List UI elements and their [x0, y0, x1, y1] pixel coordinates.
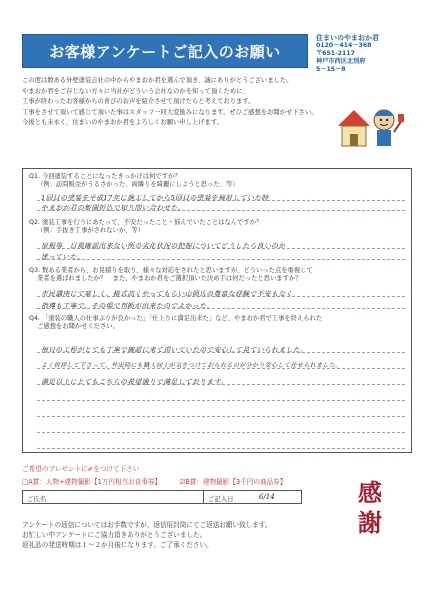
intro-line: 工事が終わったお客様からの喜びのお声を紹介させて頂けたらと考えております。	[22, 98, 255, 105]
answer-line	[37, 407, 405, 417]
intro-line: この度は数ある外壁塗装会社の中からやまおか君を選んで頂き、誠にありがとうございました。	[22, 77, 293, 84]
answer-line	[37, 391, 405, 401]
thanks-calligraphy	[340, 478, 400, 538]
thanks-char-2: 謝	[358, 508, 382, 537]
answer-4-line-3: 満足以上にとてもこちらの希望通りで満足しております。	[41, 378, 228, 386]
answer-line	[37, 250, 405, 260]
mascot-illustration	[332, 98, 406, 152]
option-a-checkbox[interactable]: □A賞：人物+建物撮影【1万円相当お食事券】	[22, 478, 162, 486]
footer-line: アンケートの返信についてはお手数ですが、返信用封筒にてご返送お願い致します。	[22, 521, 272, 529]
present-instruction: ご希望のプレゼントに✔をつけて下さい	[22, 465, 140, 473]
thanks-char-1: 感	[358, 478, 382, 507]
title-banner	[22, 34, 308, 68]
answer-3-line-1: 市民講座にて楽しく、格式高くやってもらい山岡氏の豊富な経験で不安もなく	[41, 290, 293, 298]
question-3-cont: 業者を選ばれましたか？ また、やまおか君をご選択頂いた決め手は何だったと思いますか？	[37, 275, 302, 282]
form-divider	[203, 491, 204, 503]
intro-line: 工事をさせて頂いて感じて頂いた事はスタッフ一同大変励みになります。ぜひご感想をお聞かせ下さい。	[22, 108, 318, 116]
answer-1-line-2: やまおか君の新聞折込で知り問い合わせた。	[41, 204, 185, 212]
name-date-form	[22, 490, 302, 504]
company-address-2: 5－15－8	[316, 66, 346, 73]
company-postal: 〒651-2117	[316, 50, 355, 57]
footer-line: 返礼品の発送時期は１～２か月後になります。ご了承ください。	[22, 541, 213, 549]
footer-notes	[22, 520, 322, 550]
company-address-1: 神戸市西区北別府	[316, 58, 366, 65]
question-1-hint: （例：訪問販売がうるさかった、両隣りを綺麗にしようと思った、等）	[37, 181, 239, 188]
answer-line	[37, 423, 405, 433]
intro-line: やまおか君をご存じない方々に当社がどういう会社なのかを知って頂くために、	[22, 87, 249, 95]
page-title: お客様アンケートご記入のお願い	[49, 42, 281, 61]
footer-line: お忙しい中アンケートにご協力頂きありがとうございました。	[22, 531, 207, 539]
answer-2-line-2: 迷っていた。	[41, 253, 85, 261]
option-b-checkbox[interactable]: ☑B賞：建物撮影【3千円の商品券】	[179, 478, 287, 486]
answer-4-line-1: 毎日の工程がとても丁寧で確認に来て頂いていたので安心して見ていられました。	[41, 346, 308, 354]
date-value: 6/14	[259, 493, 275, 501]
present-options	[22, 476, 286, 486]
question-2-hint: （例：手抜き工事がされないか、等）	[37, 227, 145, 234]
intro-line: 今後とも末永く、住まいのやまおか君をよろしくお願い申し上げます。	[22, 119, 223, 126]
intro-text	[22, 76, 318, 129]
answer-line	[37, 439, 405, 449]
company-info	[316, 34, 412, 94]
question-3: Q3. 数ある業者から、お見積りを取り、様々な対応をされたと思いますが、どういった点を重視して	[29, 267, 313, 274]
answer-3-line-2: 指導も丁寧で、その場で判断が出来たのでよかった。	[41, 302, 214, 310]
company-name: 住まいのやまおか君	[316, 34, 379, 42]
answer-2-line-1: 屋根等 目視確認出来ない所の劣化状況の把握についてどうしたら良いのか	[41, 242, 286, 250]
answer-1-line-1: 1回目の塗装を平成17年に施工してから5回目の塗装を検討していた時	[41, 194, 269, 202]
question-1: Q1. 今回塗装することになったきっかけは何ですか？	[29, 173, 181, 180]
questionnaire	[22, 168, 412, 453]
company-phone: 0120－414－368	[316, 42, 372, 49]
date-label: ご記入日	[208, 495, 234, 503]
name-label: ご氏名	[27, 495, 47, 503]
answer-4-line-2: よく挨拶して下さって、外出時にも職人同士が気をつけておられるのが分かり安心して任せられました。	[41, 362, 342, 369]
question-4-cont: ご感想をお聞かせください。	[37, 323, 119, 330]
question-2: Q2. 塗装工事を行うにあたって、不安だったこと・悩んでいたことはなんですか？	[29, 219, 263, 226]
question-4: Q4. 「塗装の職人の仕事ぶりが良かった」「仕上りに満足出来た」など、やまおか君で工事を終えられた	[29, 315, 323, 322]
